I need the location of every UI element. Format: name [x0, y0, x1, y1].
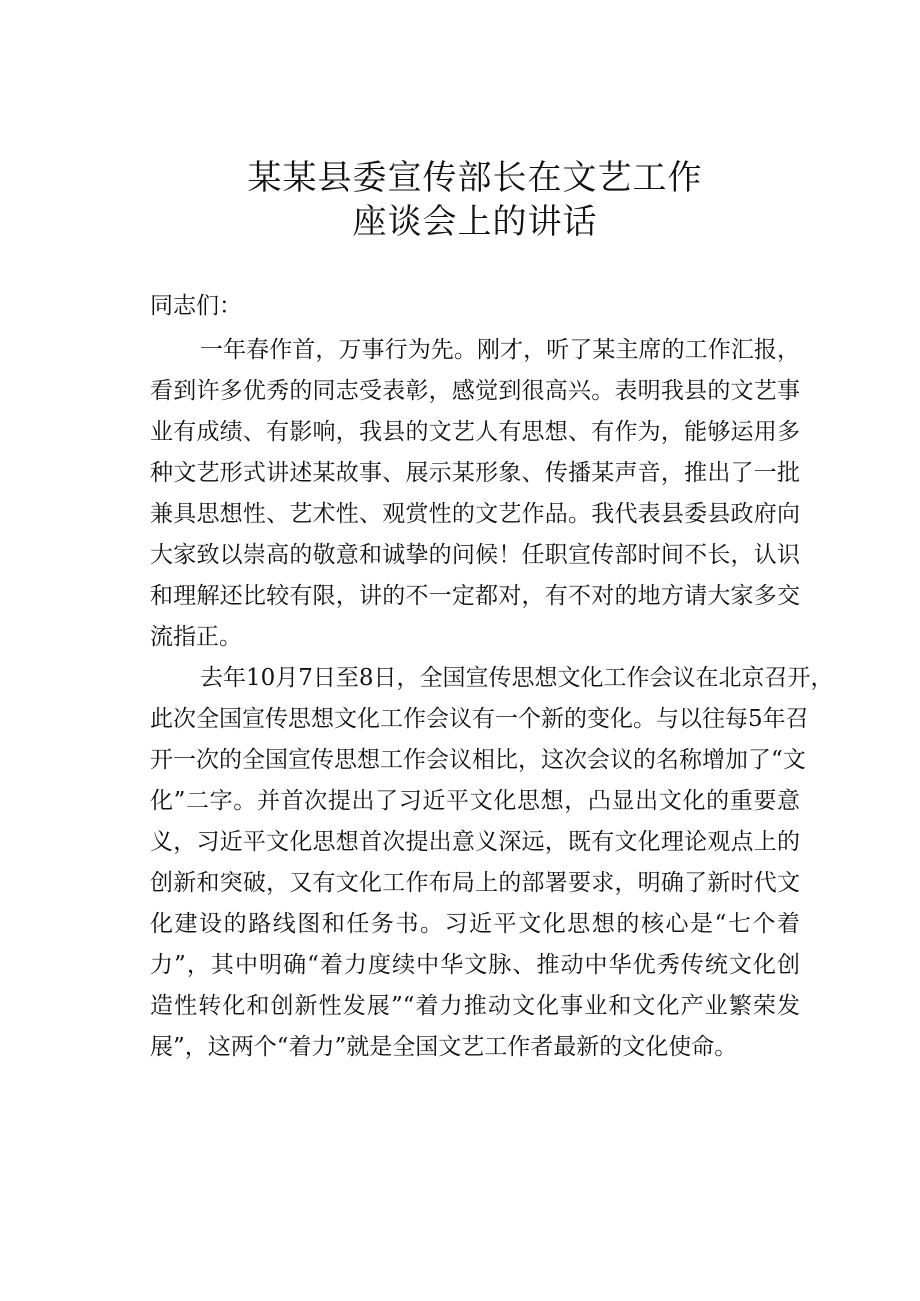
paragraph-line: 创新和突破，又有文化工作布局上的部署要求，明确了新时代文 [150, 870, 800, 896]
document-title [150, 156, 800, 244]
paragraph-1 [150, 330, 800, 658]
paragraph-line: 流指正。 [150, 624, 242, 650]
paragraph-line: 化建设的路线图和任务书。习近平文化思想的核心是“七个着 [150, 911, 800, 937]
paragraph-line: 业有成绩、有影响，我县的文艺人有思想、有作为，能够运用多 [150, 419, 800, 445]
paragraph-line: 此次全国宣传思想文化工作会议有一个新的变化。与以往每5年召 [150, 706, 809, 732]
paragraph-line: 去年10月7日至8日，全国宣传思想文化工作会议在北京召开， [200, 665, 834, 691]
paragraph-line: 看到许多优秀的同志受表彰，感觉到很高兴。表明我县的文艺事 [150, 378, 800, 404]
paragraph-line: 和理解还比较有限，讲的不一定都对，有不对的地方请大家多交 [150, 583, 800, 609]
paragraph-line: 义，习近平文化思想首次提出意义深远，既有文化理论观点上的 [150, 829, 800, 855]
paragraph-line: 造性转化和创新性发展”“着力推动文化事业和文化产业繁荣发 [150, 993, 800, 1019]
paragraph-line: 大家致以崇高的敬意和诚挚的问候！任职宣传部时间不长，认识 [150, 542, 800, 568]
salutation: 同志们： [150, 293, 242, 319]
document-body [150, 286, 834, 1068]
paragraph-line: 兼具思想性、艺术性、观赏性的文艺作品。我代表县委县政府向 [150, 501, 800, 527]
title-line-1: 某某县委宣传部长在文艺工作 [247, 158, 703, 198]
paragraph-line: 化”二字。并首次提出了习近平文化思想，凸显出文化的重要意 [150, 788, 800, 814]
paragraph-line: 开一次的全国宣传思想工作会议相比，这次会议的名称增加了“文 [150, 747, 806, 773]
paragraph-line: 展”，这两个“着力”就是全国文艺工作者最新的文化使命。 [150, 1034, 738, 1060]
paragraph-line: 一年春作首，万事行为先。刚才，听了某主席的工作汇报， [200, 337, 800, 363]
paragraph-line: 种文艺形式讲述某故事、展示某形象、传播某声音，推出了一批 [150, 460, 800, 486]
paragraph-line: 力”，其中明确“着力度续中华文脉、推动中华优秀传统文化创 [150, 952, 800, 978]
paragraph-2 [150, 658, 834, 1068]
title-line-2: 座谈会上的讲话 [352, 202, 598, 242]
